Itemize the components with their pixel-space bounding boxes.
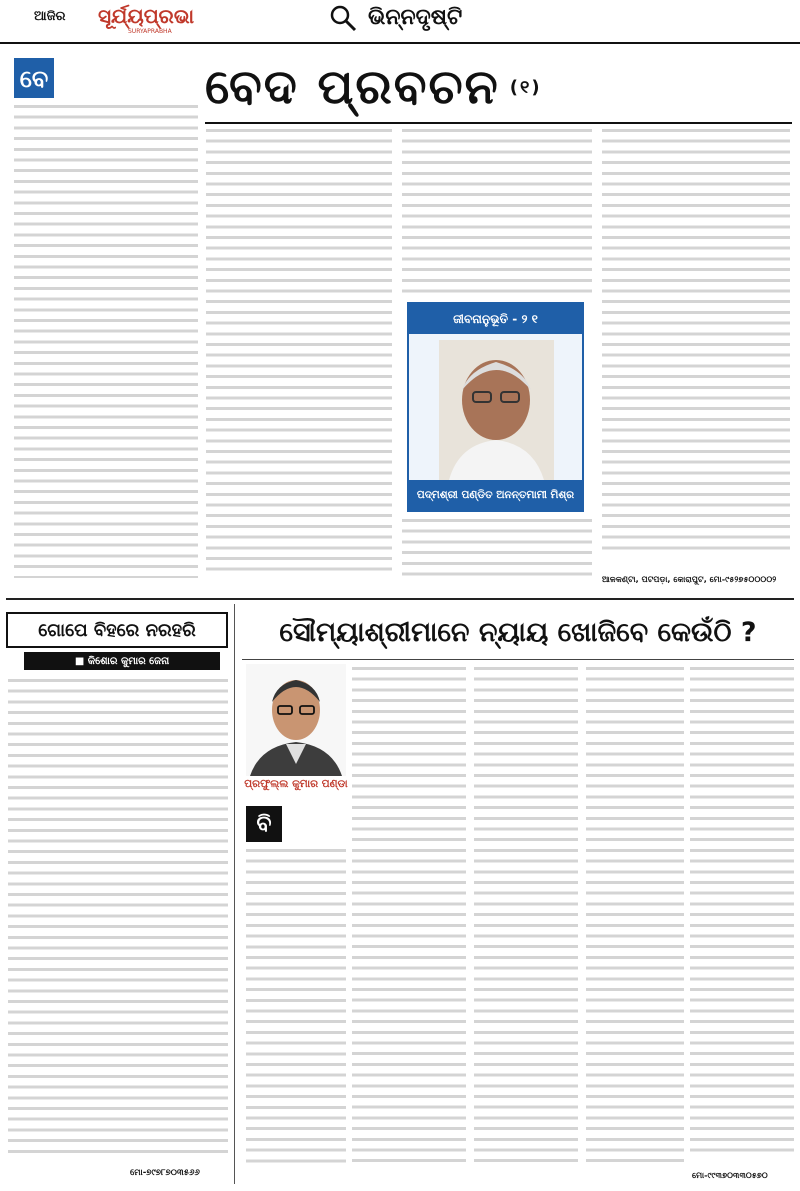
column-title: ଗୋପେ ବିହରେ ନରହରି <box>6 612 228 648</box>
column-footer: ମୋ-୭୯୭୮୭୦୩୫୬୬ <box>130 1168 200 1178</box>
section-title: ଭିନ୍ନଦୃଷ୍ଟି <box>368 4 463 30</box>
feature-column-1 <box>246 846 346 1170</box>
photo-box-title: ଜୀବନାନୁଭୂତି - ୨ ୧ <box>409 304 582 334</box>
article-column-2 <box>206 126 392 578</box>
article-headline <box>205 54 795 120</box>
headline-part: (୧) <box>509 76 542 98</box>
photo-caption: ପଦ୍ମଶ୍ରୀ ପଣ୍ଡିତ ଅନନ୍ତମାମୀ ମିଶ୍ର <box>409 480 582 510</box>
drop-cap: ବେ <box>14 58 54 98</box>
feature-column-4 <box>586 664 684 1170</box>
author-portrait <box>439 340 554 480</box>
author-signature: ଆଳକଣ୍ଟା, ପଟପଡ଼ା, କୋରାପୁଟ, ମୋ-୯୫୨୭୫୦୦୦୦୨ <box>602 574 777 584</box>
article-column-3 <box>402 126 592 298</box>
headline-text: ବେଦ ପ୍ରବଚନ <box>205 58 500 115</box>
feature-footer: ମୋ-୯୯୩୭୦୩୩୦୫୭୦ <box>692 1170 768 1180</box>
author-photo-box <box>407 302 584 512</box>
feature-author-photo <box>246 664 346 776</box>
feature-headline: ସୌମ୍ୟାଶ୍ରୀମାନେ ନ୍ୟାୟ ଖୋଜିବେ କେଉଁଠି ? <box>242 606 794 660</box>
feature-column-3 <box>474 664 578 1170</box>
magnifier-icon <box>328 3 358 33</box>
masthead-date: ଆଜିର <box>34 9 66 24</box>
article-column-3-lower <box>402 516 592 578</box>
feature-author-name: ପ୍ରଫୁଲ୍ଲ କୁମାର ପଣ୍ଡା <box>244 778 348 790</box>
feature-column-2 <box>352 664 466 1170</box>
article-column-1 <box>14 102 198 578</box>
feature-drop-cap: ବି <box>246 806 282 842</box>
article-column-4 <box>602 126 790 556</box>
headline-rule <box>205 122 792 124</box>
section-divider <box>6 598 794 600</box>
brand-logo: ସୂର୍ଯ୍ୟପ୍ରଭା <box>98 4 195 28</box>
column-body <box>8 676 228 1160</box>
vertical-divider <box>234 604 235 1184</box>
feature-column-5 <box>690 664 794 1152</box>
column-author: ■ କିଶୋର କୁମାର ଜେନା <box>24 652 220 670</box>
masthead <box>0 0 800 44</box>
brand-subtitle: SURYAPRABHA <box>128 28 172 35</box>
